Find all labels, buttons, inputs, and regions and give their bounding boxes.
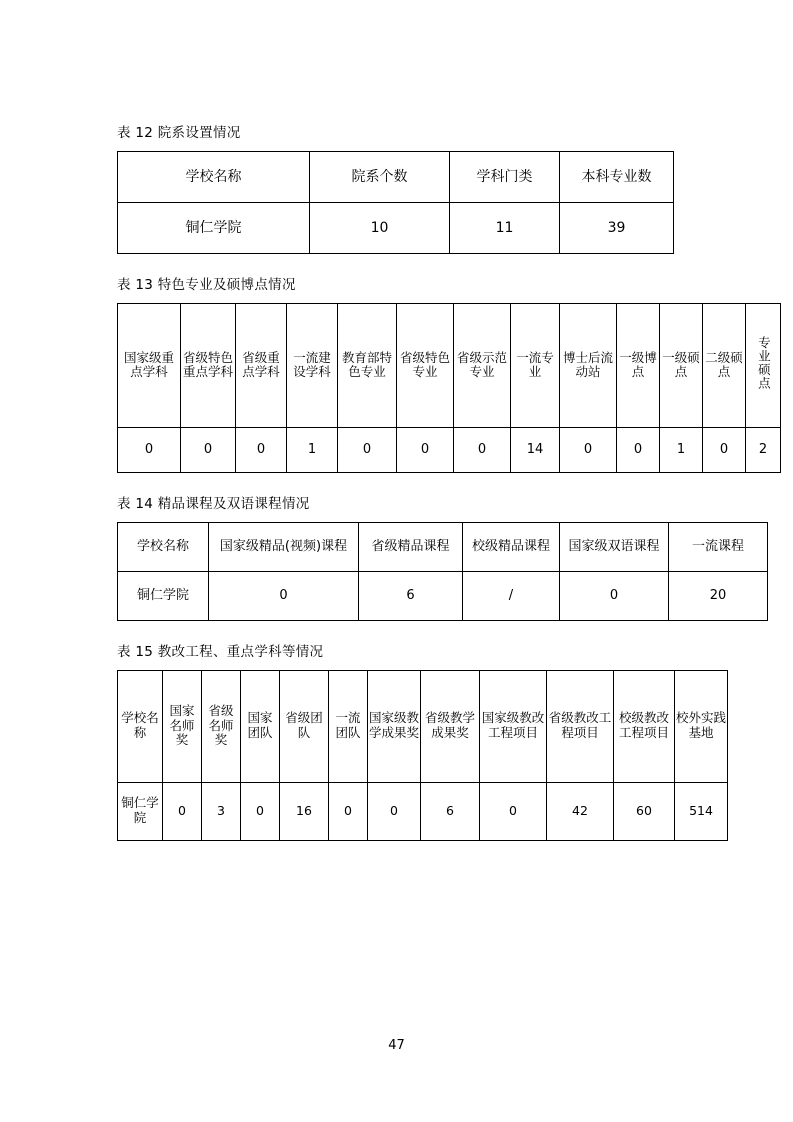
table-block-13 (117, 276, 772, 473)
table-cell: 60 (614, 782, 675, 840)
table-header-vertical-label: 专业硕点 (756, 336, 772, 391)
table-caption-15: 表 15 教改工程、重点学科等情况 (117, 643, 324, 660)
table-row (118, 571, 768, 620)
table-header-row (118, 670, 728, 782)
table-header-cell: 省级教学成果奖 (421, 670, 480, 782)
table-header-cell: 校外实践基地 (675, 670, 728, 782)
table-header-cell: 省级示范专业 (454, 303, 511, 427)
table-header-cell: 校级教改工程项目 (614, 670, 675, 782)
table-cell: 6 (421, 782, 480, 840)
table-cell: 3 (202, 782, 241, 840)
table-cell: / (463, 571, 560, 620)
table-header-cell: 院系个数 (310, 151, 450, 202)
table-cell: 0 (703, 427, 746, 472)
table-cell: 0 (236, 427, 287, 472)
table-cell: 0 (397, 427, 454, 472)
table-header-cell: 本科专业数 (560, 151, 674, 202)
table-header-cell: 省级特色重点学科 (181, 303, 236, 427)
table-header-cell: 一流专业 (511, 303, 560, 427)
table-header-row (118, 303, 781, 427)
table-cell: 0 (368, 782, 421, 840)
table-header-cell: 省级重点学科 (236, 303, 287, 427)
table-header-cell (746, 303, 781, 427)
table-row (118, 782, 728, 840)
table-cell: 1 (660, 427, 703, 472)
table-cell: 0 (181, 427, 236, 472)
table-cell: 0 (560, 571, 669, 620)
table-cell: 0 (617, 427, 660, 472)
table-header-cell: 一级博点 (617, 303, 660, 427)
table-row (118, 427, 781, 472)
table-caption-14: 表 14 精品课程及双语课程情况 (117, 495, 310, 512)
table-cell: 0 (338, 427, 397, 472)
table-15 (117, 670, 728, 841)
table-header-cell: 学科门类 (450, 151, 560, 202)
table-header-cell: 一流团队 (329, 670, 368, 782)
table-cell: 0 (241, 782, 280, 840)
table-header-cell: 一流课程 (669, 522, 768, 571)
table-cell: 铜仁学院 (118, 782, 163, 840)
table-header-cell: 学校名称 (118, 522, 209, 571)
table-cell: 0 (329, 782, 368, 840)
table-block-12 (117, 124, 678, 254)
table-header-cell: 省级名师奖 (202, 670, 241, 782)
table-header-row (118, 151, 674, 202)
table-header-cell: 校级精品课程 (463, 522, 560, 571)
table-cell: 0 (118, 427, 181, 472)
table-header-cell: 国家团队 (241, 670, 280, 782)
table-cell: 2 (746, 427, 781, 472)
table-cell: 11 (450, 202, 560, 253)
table-header-cell: 学校名称 (118, 670, 163, 782)
table-header-cell: 教育部特色专业 (338, 303, 397, 427)
table-cell: 0 (454, 427, 511, 472)
table-cell: 42 (547, 782, 614, 840)
table-13 (117, 303, 781, 473)
table-caption-12: 表 12 院系设置情况 (117, 125, 241, 141)
table-header-cell: 省级团队 (280, 670, 329, 782)
table-header-cell: 学校名称 (118, 151, 310, 202)
table-cell: 0 (480, 782, 547, 840)
table-header-cell: 省级教改工程项目 (547, 670, 614, 782)
table-header-cell: 一级硕点 (660, 303, 703, 427)
table-block-15 (117, 643, 727, 841)
table-cell: 0 (560, 427, 617, 472)
table-cell: 16 (280, 782, 329, 840)
table-header-cell: 国家级双语课程 (560, 522, 669, 571)
table-caption-13: 表 13 特色专业及硕博点情况 (117, 276, 296, 293)
table-header-cell: 国家级教学成果奖 (368, 670, 421, 782)
table-cell: 1 (287, 427, 338, 472)
table-header-cell: 国家名师奖 (163, 670, 202, 782)
table-cell: 6 (359, 571, 463, 620)
table-cell: 铜仁学院 (118, 202, 310, 253)
table-cell: 20 (669, 571, 768, 620)
table-header-cell: 省级精品课程 (359, 522, 463, 571)
table-cell: 0 (209, 571, 359, 620)
table-cell: 39 (560, 202, 674, 253)
table-cell: 10 (310, 202, 450, 253)
table-12 (117, 151, 674, 254)
table-cell: 0 (163, 782, 202, 840)
table-row (118, 202, 674, 253)
table-14 (117, 522, 768, 621)
table-header-cell: 二级硕点 (703, 303, 746, 427)
table-header-cell: 国家级精品(视频)课程 (209, 522, 359, 571)
table-header-cell: 一流建设学科 (287, 303, 338, 427)
table-header-cell: 国家级重点学科 (118, 303, 181, 427)
page-number: 47 (388, 1038, 405, 1053)
table-cell: 14 (511, 427, 560, 472)
table-cell: 514 (675, 782, 728, 840)
table-header-cell: 省级特色专业 (397, 303, 454, 427)
table-cell: 铜仁学院 (118, 571, 209, 620)
table-header-cell: 国家级教改工程项目 (480, 670, 547, 782)
table-header-cell: 博士后流动站 (560, 303, 617, 427)
table-header-row (118, 522, 768, 571)
table-block-14 (117, 495, 744, 621)
